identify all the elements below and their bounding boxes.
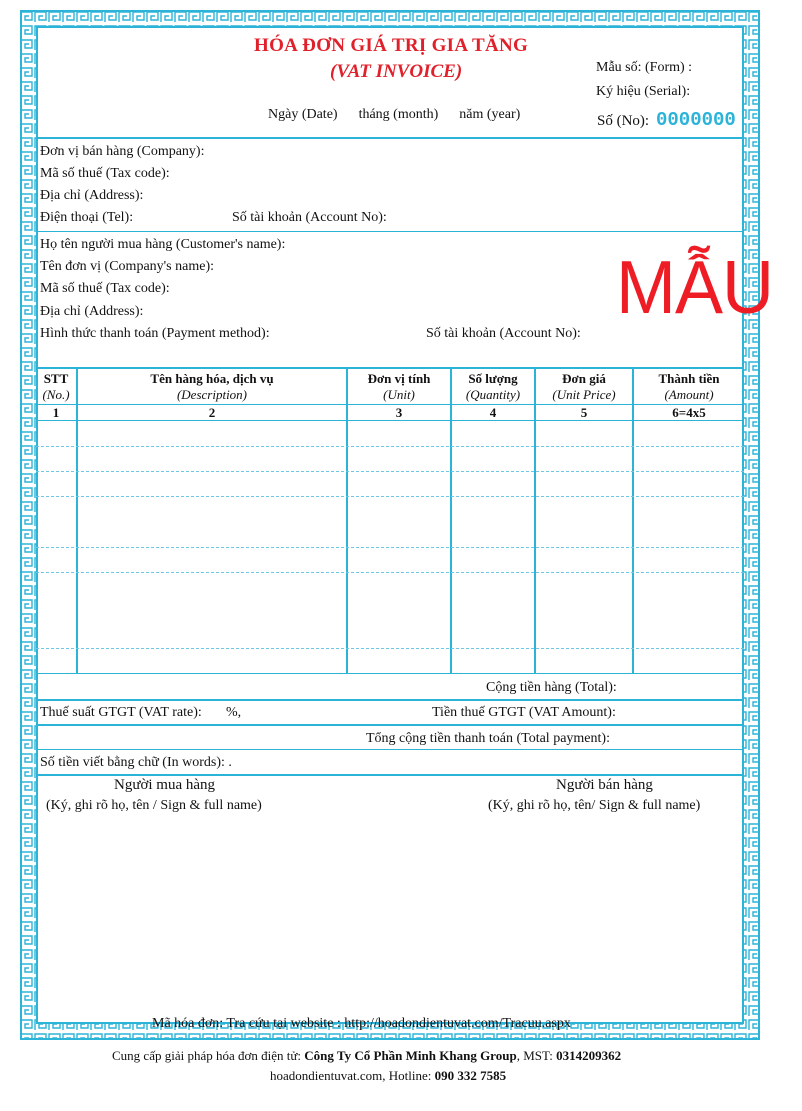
column-title: Số lượng xyxy=(468,371,518,386)
column-title: Tên hàng hóa, dịch vụ xyxy=(150,371,274,386)
seller-signature-note xyxy=(488,798,700,814)
table-row xyxy=(36,547,744,548)
seller-signature-title: Người bán hàng xyxy=(556,777,653,793)
hotline-line xyxy=(270,1068,506,1084)
mst-prefix: , MST: xyxy=(516,1048,557,1063)
table-row xyxy=(36,446,744,447)
buyer-tax-code: Mã số thuế (Tax code): xyxy=(40,281,170,296)
table-row xyxy=(36,471,744,472)
provider-name: Công Ty Cổ Phần Minh Khang Group xyxy=(304,1048,517,1063)
form-label: Mẫu số: (Form) : xyxy=(596,60,693,75)
greek-key-border xyxy=(20,10,760,1040)
table-top-border xyxy=(36,367,744,369)
mst-value: 0314209362 xyxy=(556,1048,622,1063)
vat-rate-label: Thuế suất GTGT (VAT rate): xyxy=(40,705,202,720)
table-header-quantity xyxy=(452,371,534,403)
column-number: 4 xyxy=(489,405,497,420)
buyer-payment-method: Hình thức thanh toán (Payment method): xyxy=(40,326,270,341)
buyer-name: Họ tên người mua hàng (Customer's name): xyxy=(40,237,286,252)
column-subtitle: (Quantity) xyxy=(465,387,521,402)
buyer-signature-note xyxy=(46,798,262,814)
serial-label: Ký hiệu (Serial): xyxy=(596,84,691,99)
seller-company: Đơn vị bán hàng (Company): xyxy=(40,144,205,159)
provider-line xyxy=(112,1048,621,1064)
seller-note-text: (Ký, ghi rõ họ, tên/ Sign & full name) xyxy=(488,798,701,813)
invoice-number-value: 0000000 xyxy=(656,109,736,131)
column-title: STT xyxy=(43,371,69,386)
column-subtitle: (Unit Price) xyxy=(552,387,616,402)
divider xyxy=(36,774,744,776)
vat-rate-suffix: %, xyxy=(226,705,242,720)
table-header-no xyxy=(36,371,76,403)
divider xyxy=(36,724,744,726)
seller-account: Số tài khoản (Account No): xyxy=(232,210,387,225)
sample-stamp: MẪU xyxy=(616,246,773,330)
column-title: Đơn giá xyxy=(562,371,606,386)
column-subtitle: (Amount) xyxy=(664,387,714,402)
column-number: 5 xyxy=(580,405,588,420)
total-payment-label: Tổng cộng tiền thanh toán (Total payment): xyxy=(366,731,610,746)
invoice-title: HÓA ĐƠN GIÁ TRỊ GIA TĂNG xyxy=(254,35,529,56)
column-subtitle: (Unit) xyxy=(383,387,415,402)
lookup-line: Mã hóa đơn: Tra cứu tại website : http://hoadondientuvat.com/Tracuu.aspx xyxy=(152,1016,571,1031)
in-words-label: Số tiền viết bằng chữ (In words): . xyxy=(40,755,232,770)
column-title: Thành tiền xyxy=(658,371,720,386)
invoice-subtitle-text: (VAT INVOICE) xyxy=(330,61,463,82)
table-header-description xyxy=(78,371,346,403)
column-number: 6=4x5 xyxy=(672,405,706,420)
divider xyxy=(36,699,744,701)
buyer-account: Số tài khoản (Account No): xyxy=(426,326,581,341)
seller-address: Địa chỉ (Address): xyxy=(40,188,144,203)
seller-tel: Điện thoại (Tel): xyxy=(40,210,134,225)
date-line: Ngày (Date) tháng (month) năm (year) xyxy=(268,107,521,122)
buyer-company: Tên đơn vị (Company's name): xyxy=(40,259,215,274)
column-title: Đơn vị tính xyxy=(367,371,431,386)
invoice-number-label: Số (No): xyxy=(597,113,650,129)
buyer-signature-title: Người mua hàng xyxy=(114,777,216,793)
total-label: Cộng tiền hàng (Total): xyxy=(486,680,617,695)
buyer-address: Địa chỉ (Address): xyxy=(40,304,144,319)
divider xyxy=(36,749,744,750)
column-number: 1 xyxy=(52,405,60,420)
table-row xyxy=(36,496,744,497)
table-header-amount xyxy=(634,371,744,403)
site-prefix: hoadondientuvat.com, Hotline: xyxy=(270,1068,435,1083)
table-header-unit xyxy=(348,371,450,403)
buyer-note-text: (Ký, ghi rõ họ, tên / Sign & full name) xyxy=(46,798,262,813)
provider-prefix: Cung cấp giải pháp hóa đơn điện tử: xyxy=(112,1048,305,1063)
table-row xyxy=(36,648,744,649)
divider xyxy=(36,137,744,139)
seller-tax-code: Mã số thuế (Tax code): xyxy=(40,166,170,181)
column-subtitle: (No.) xyxy=(42,387,70,402)
hotline-value: 090 332 7585 xyxy=(434,1068,507,1083)
divider xyxy=(36,231,744,232)
column-subtitle: (Description) xyxy=(176,387,248,402)
column-number: 2 xyxy=(208,405,216,420)
vat-amount-label: Tiền thuế GTGT (VAT Amount): xyxy=(432,705,616,720)
table-bottom-border xyxy=(36,673,744,674)
table-row xyxy=(36,572,744,573)
column-number: 3 xyxy=(395,405,403,420)
invoice-subtitle xyxy=(330,61,462,83)
table-header-unit-price xyxy=(536,371,632,403)
